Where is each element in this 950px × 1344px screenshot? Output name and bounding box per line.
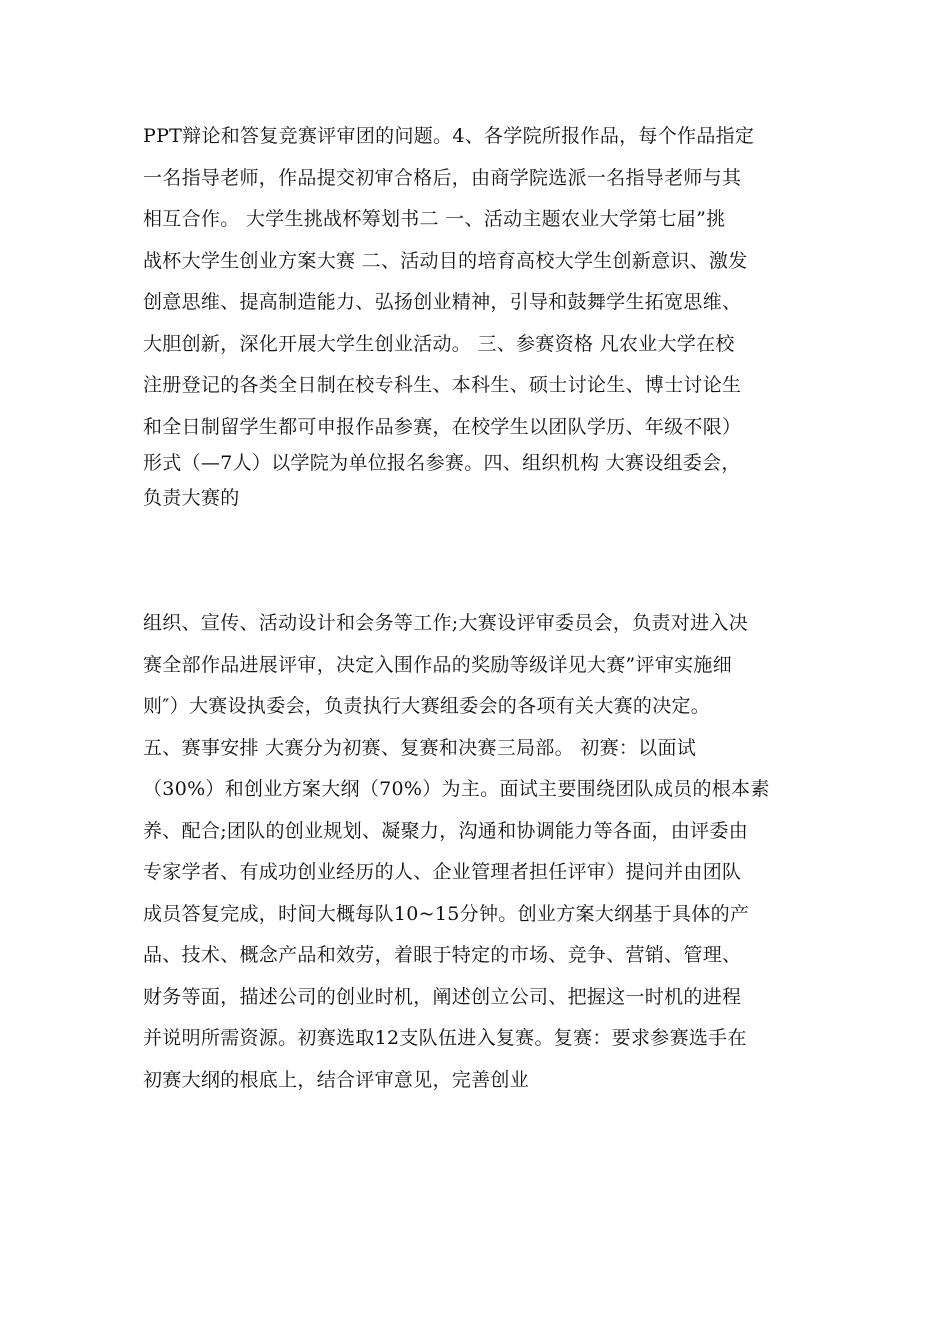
text-line: 养、配合;团队的创业规划、凝聚力，沟通和协调能力等各面，由评委由 — [143, 819, 749, 842]
text-line: 战杯大学生创业方案大赛 二、活动目的培育高校大学生创新意识、激发 — [143, 249, 748, 272]
text-line: 大胆创新，深化开展大学生创业活动。 三、参赛资格 凡农业大学在校 — [143, 332, 735, 355]
text-line: 组织、宣传、活动设计和会务等工作;大赛设评审委员会，负责对进入决 — [143, 612, 749, 634]
text-line: 相互合作。 大学生挑战杯筹划书二 一、活动主题农业大学第七届”挑 — [143, 208, 726, 230]
text-line: 注册登记的各类全日制在校专科生、本科生、硕士讨论生、博士讨论生 — [143, 374, 742, 396]
text-line: 形式（—7人）以学院为单位报名参赛。四、组织机构 大赛设组委会， — [143, 452, 741, 474]
text-line: PPT辩论和答复竞赛评审团的问题。4、各学院所报作品，每个作品指定 — [143, 125, 755, 147]
text-line: 品、技术、概念产品和效劳，着眼于特定的市场、竞争、营销、管理、 — [143, 944, 742, 966]
text-paragraph-2 — [143, 603, 833, 1101]
text-line: 专家学者、有成功创业经历的人、企业管理者担任评审）提问并由团队 — [143, 861, 742, 883]
text-line: 五、赛事安排 大赛分为初赛、复赛和决赛三局部。 初赛：以面试 — [143, 736, 697, 759]
text-line: 和全日制留学生都可申报作品参赛，在校学生以团队学历、年级不限） — [143, 415, 742, 438]
text-paragraph-1 — [143, 116, 833, 520]
text-line: 初赛大纲的根底上，结合评审意见，完善创业 — [143, 1068, 530, 1091]
text-line: 一名指导老师，作品提交初审合格后，由商学院选派一名指导老师与其 — [143, 166, 742, 189]
text-line: 财务等面，描述公司的创业时机，阐述创立公司、把握这一时机的进程 — [143, 985, 742, 1008]
text-line: 负责大赛的 — [143, 487, 240, 509]
text-line: 则″）大赛设执委会，负责执行大赛组委会的各项有关大赛的决定。 — [143, 695, 711, 717]
text-line: 成员答复完成，时间大概每队10~15分钟。创业方案大纲基于具体的产 — [143, 902, 750, 925]
text-line: 并说明所需资源。初赛选取12支队伍进入复赛。复赛：要求参赛选手在 — [143, 1027, 747, 1049]
text-line: （30%）和创业方案大纲（70%）为主。面试主要围绕团队成员的根本素 — [143, 778, 770, 800]
text-line: 创意思维、提高制造能力、弘扬创业精神，引导和鼓舞学生拓宽思维、 — [143, 291, 742, 313]
text-line: 赛全部作品进展评审，决定入围作品的奖励等级详见大赛”评审实施细 — [143, 653, 733, 676]
